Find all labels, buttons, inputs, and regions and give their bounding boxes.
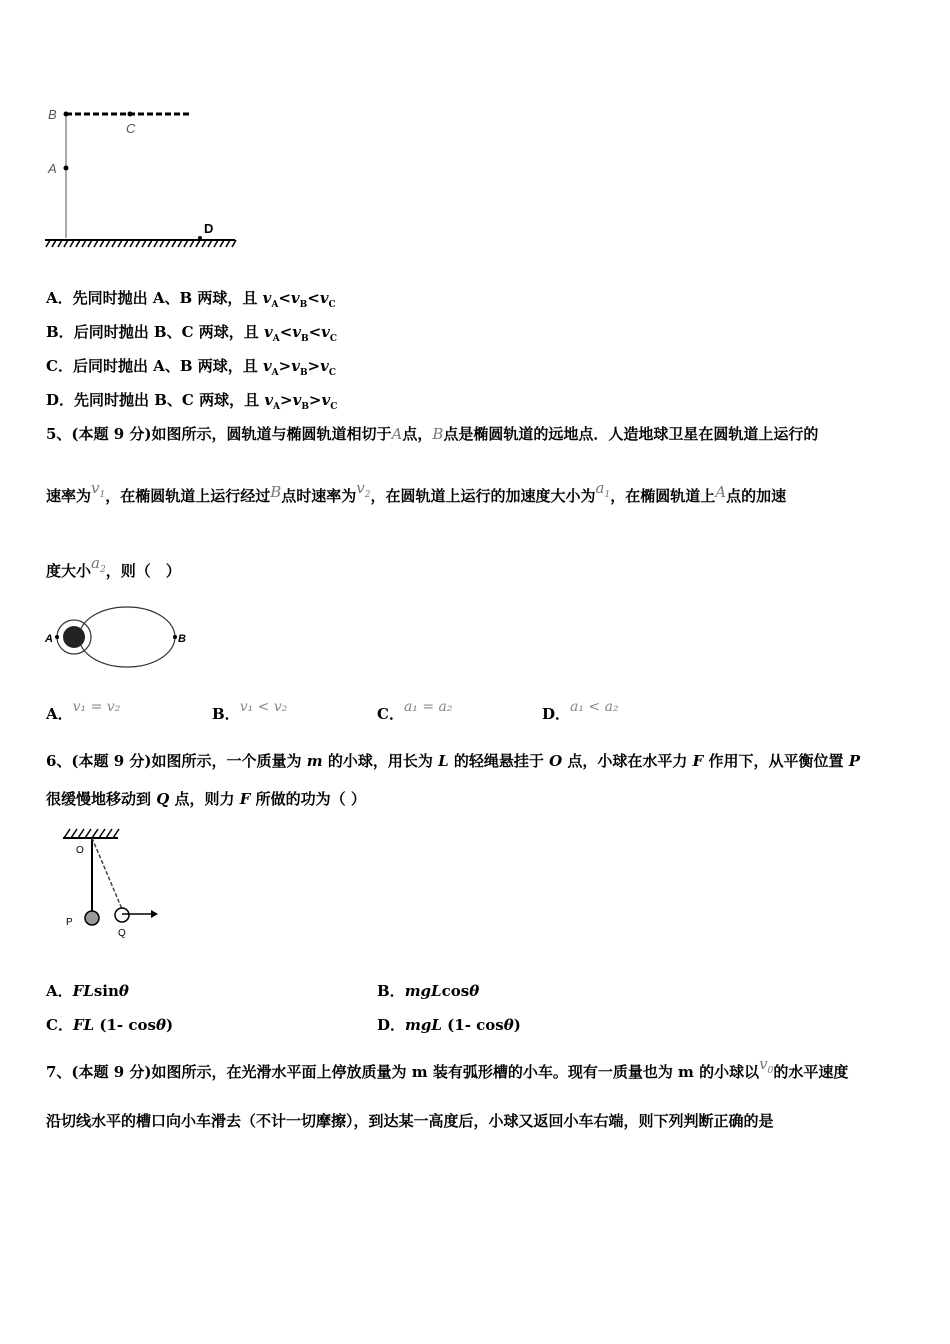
option-text: 先同时抛出 B、C 两球，且 xyxy=(74,391,265,409)
pendulum-figure xyxy=(58,823,168,943)
orbit-figure xyxy=(42,603,192,675)
label-q: Q xyxy=(118,928,126,939)
ground-hatching xyxy=(46,240,236,247)
ball-q xyxy=(115,908,129,922)
orbit-label-a: A xyxy=(45,633,53,645)
q6-option-d[interactable]: D．mgL (1- cosθ) xyxy=(377,1016,521,1034)
q4-option-c[interactable]: C．后同时抛出 A、B 两球，且 $v_A>v_B>v_C$ xyxy=(46,357,337,378)
label-p: P xyxy=(66,917,73,928)
arrow-head xyxy=(151,910,158,918)
q6-line-1: 6、(本题 9 分)如图所示，一个质量为 m 的小球，用长为 L 的轻绳悬挂于 O 点，小球在水平力 F 作用下，从平衡位置 P xyxy=(46,752,860,770)
earth xyxy=(63,626,85,648)
point-c xyxy=(128,112,133,117)
label-b: B xyxy=(48,107,57,122)
q5-option-d[interactable]: D．a₁ < a₂ xyxy=(542,699,619,723)
option-text: 后同时抛出 B、C 两球，且 xyxy=(73,323,264,341)
q4-option-a[interactable]: A．先同时抛出 A、B 两球，且 $v_A<v_B<v_C$ xyxy=(46,289,336,310)
point-b xyxy=(64,112,69,117)
q6-line-2: 很缓慢地移动到 Q 点，则力 F 所做的功为（ ） xyxy=(46,790,366,808)
q7-line-1: 7、(本题 9 分)如图所示，在光滑水平面上停放质量为 m 装有弧形槽的小车。现有一质量也为 m 的小球以$v_0$的水平速度 xyxy=(46,1055,849,1081)
label-a: A xyxy=(48,161,57,176)
q5-option-b[interactable]: B．v₁ < v₂ xyxy=(212,699,288,723)
q6-option-a[interactable]: A．FLsinθ xyxy=(46,982,129,1000)
orbit-label-b: B xyxy=(178,633,186,645)
option-text: 先同时抛出 A、B 两球，且 xyxy=(72,289,263,307)
option-letter: A． xyxy=(46,289,73,307)
q5-line-3: 度大小$a_2$，则（ ） xyxy=(46,554,181,580)
q4-option-d[interactable]: D．先同时抛出 B、C 两球，且 $v_A>v_B>v_C$ xyxy=(46,391,338,412)
ceiling-hatching xyxy=(64,829,119,838)
q5-option-c[interactable]: C．a₁ = a₂ xyxy=(377,699,453,723)
option-letter: C． xyxy=(46,357,73,375)
projectile-figure xyxy=(40,100,240,250)
point-a xyxy=(64,166,69,171)
rope-q xyxy=(92,838,122,909)
label-d: D xyxy=(204,221,214,236)
option-letter: B． xyxy=(46,323,74,341)
label-c: C xyxy=(126,121,136,136)
q5-option-a[interactable]: A．v₁ = v₂ xyxy=(46,699,121,723)
q5-line-2: 速率为$v_1$，在椭圆轨道上运行经过B点时速率为$v_2$，在圆轨道上运行的加速度大小为$a_1$，在椭圆轨道上A点的加速 xyxy=(46,479,787,505)
elliptical-orbit xyxy=(79,607,175,667)
option-text: 后同时抛出 A、B 两球，且 xyxy=(72,357,263,375)
option-letter: D． xyxy=(46,391,75,409)
q7-line-2: 沿切线水平的槽口向小车滑去（不计一切摩擦），到达某一高度后，小球又返回小车右端，则下列判断正确的是 xyxy=(46,1112,774,1130)
q6-option-b[interactable]: B．mgLcosθ xyxy=(377,982,480,1000)
ball-p xyxy=(85,911,99,925)
label-o: O xyxy=(76,845,84,856)
point-b-dot xyxy=(173,635,177,639)
q6-option-c[interactable]: C．FL (1- cosθ) xyxy=(46,1016,174,1034)
q4-option-b[interactable]: B．后同时抛出 B、C 两球，且 $v_A<v_B<v_C$ xyxy=(46,323,338,344)
point-a-dot xyxy=(55,635,59,639)
q5-line-1: 5、(本题 9 分)如图所示，圆轨道与椭圆轨道相切于A点，B点是椭圆轨道的远地点．人造地球卫星在圆轨道上运行的 xyxy=(46,425,819,443)
